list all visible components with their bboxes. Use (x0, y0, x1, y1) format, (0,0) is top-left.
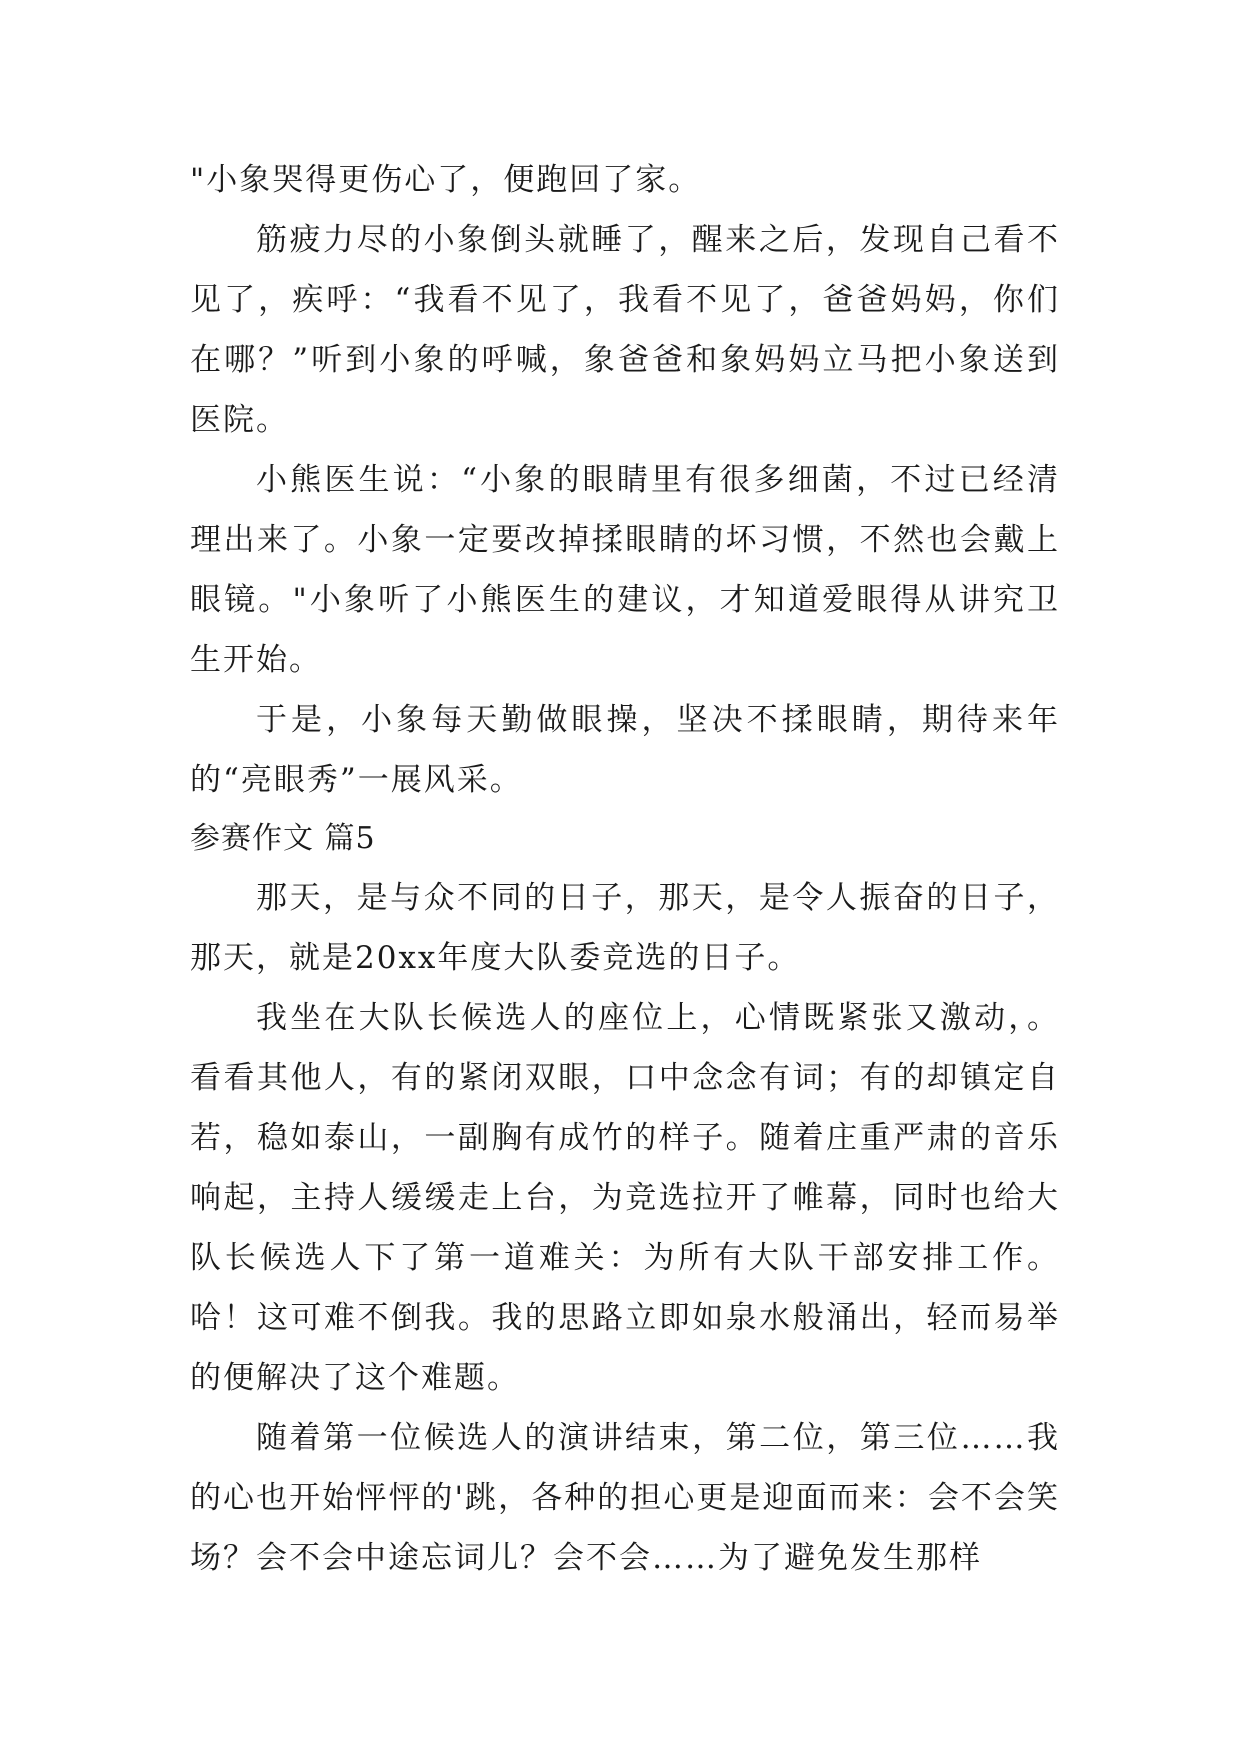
paragraph: 小熊医生说：“小象的眼睛里有很多细菌，不过已经清理出来了。小象一定要改掉揉眼睛的坏习惯，不然也会戴上眼镜。"小象听了小熊医生的建议，才知道爱眼得从讲究卫生开始。 (190, 462, 1060, 678)
paragraph: 那天，是与众不同的日子，那天，是令人振奋的日子，那天，就是20xx年度大队委竞选的日子。 (190, 880, 1060, 976)
section-heading: 参赛作文 篇5 (190, 821, 376, 856)
paragraph: 我坐在大队长候选人的座位上，心情既紧张又激动，。看看其他人，有的紧闭双眼，口中念念有词；有的却镇定自若，稳如泰山，一副胸有成竹的样子。随着庄重严肃的音乐响起，主持人缓缓走上台，为竞选拉开了帷幕，同时也给大队长候选人下了第一道难关：为所有大队干部安排工作。哈！这可难不倒我。我的思路立即如泉水般涌出，轻而易举的便解决了这个难题。 (190, 1000, 1060, 1396)
paragraph: 筋疲力尽的小象倒头就睡了，醒来之后，发现自己看不见了，疾呼：“我看不见了，我看不见了，爸爸妈妈，你们在哪？”听到小象的呼喊，象爸爸和象妈妈立马把小象送到医院。 (190, 222, 1060, 438)
document-body (190, 150, 1060, 1588)
paragraph: 随着第一位候选人的演讲结束，第二位，第三位……我的心也开始怦怦的'跳，各种的担心更是迎面而来：会不会笑场？会不会中途忘词儿？会不会……为了避免发生那样 (190, 1420, 1060, 1576)
paragraph: "小象哭得更伤心了，便跑回了家。 (190, 162, 702, 198)
paragraph: 于是，小象每天勤做眼操，坚决不揉眼睛，期待来年的“亮眼秀”一展风采。 (190, 702, 1060, 798)
